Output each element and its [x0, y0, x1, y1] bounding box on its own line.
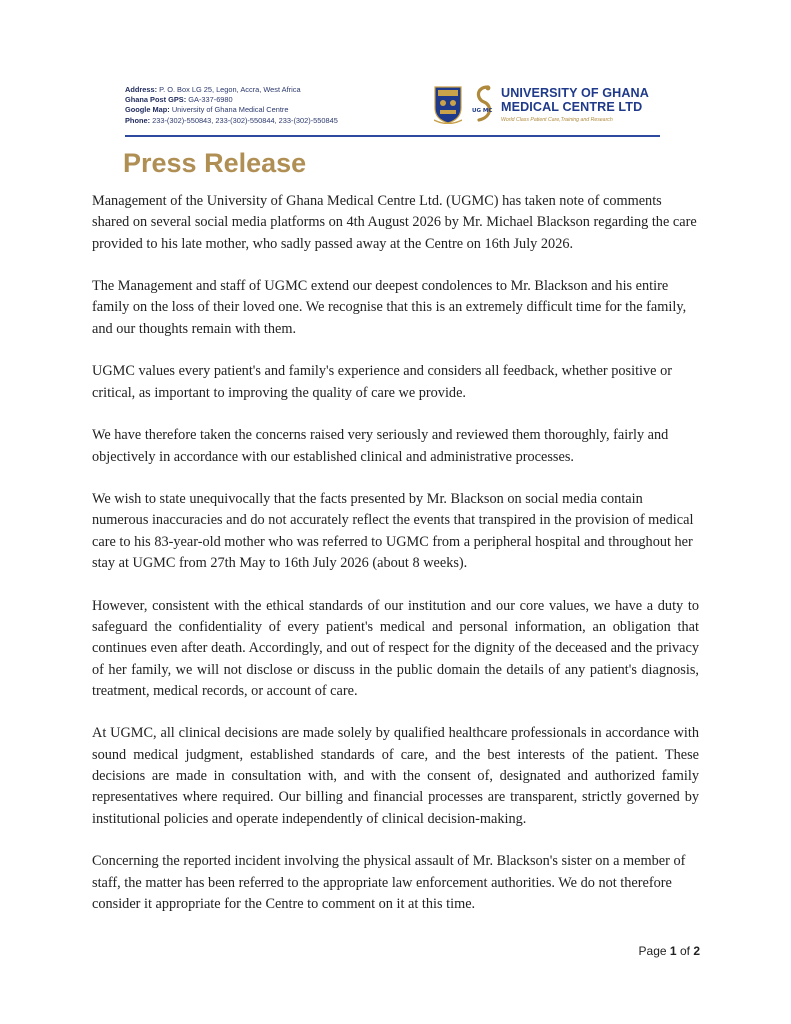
paragraph-3: UGMC values every patient's and family's experience and considers all feedback, whether positive or critical, as important to improving the quality of care we provide. [92, 363, 673, 401]
paragraph-1: Management of the University of Ghana Medical Centre Ltd. (UGMC) has taken note of comments shared on several social media platforms on 4th August 2026 by Mr. Michael Blackson regarding the care provided to his late mother, who sadly passed away at the Centre on 16th July 2026. [92, 193, 697, 252]
ugmc-logo-icon [468, 84, 498, 124]
paragraph-8: Concerning the reported incident involving the physical assault of Mr. Blackson's sister on a member of staff, the matter has been referred to the appropriate law enforcement authorities. We do not therefore consider it appropriate for the Centre to comment on it at this time. [92, 853, 686, 912]
emblem-text: UG MC [472, 108, 493, 114]
paragraph-2: The Management and staff of UGMC extend our deepest condolences to Mr. Blackson and his entire family on the loss of their loved one. We recognise that this is an extremely difficult time for the family, and our thoughts remain with them. [92, 278, 687, 337]
gps-line: Ghana Post GPS: GA-337-6980 [125, 95, 233, 105]
contact-block [125, 85, 425, 126]
organization-name [501, 86, 721, 123]
org-name-line2: MEDICAL CENTRE LTD [501, 100, 643, 114]
page-current: 1 [669, 944, 677, 958]
phone-line: Phone: 233-(302)-550843, 233-(302)-550844, 233-(302)-550845 [125, 115, 338, 125]
page-number: Page 1 of 2 [638, 944, 700, 958]
paragraph-6: However, consistent with the ethical standards of our institution and our core values, we have a duty to safeguard the confidentiality of every patient's medical and personal information, an obligation that continues even after death. Accordingly, and out of respect for the dignity of the deceased and the privacy of her family, we will not disclose or discuss in the public domain the details of any patient's diagnosis, treatment, medical records, or account of care. [92, 597, 699, 699]
press-release-body [92, 191, 699, 936]
page-title: Press Release [123, 148, 307, 178]
header-divider [125, 135, 660, 137]
paragraph-5: We wish to state unequivocally that the facts presented by Mr. Blackson on social media contain numerous inaccuracies and do not accurately reflect the events that transpired in the provision of medical care to his 83-year-old mother who was referred to UGMC from a peripheral hospital and throughout her stay at UGMC from 27th May to 16th July 2026 (about 8 weeks). [92, 491, 694, 572]
page-total: 2 [693, 944, 700, 958]
paragraph-7: At UGMC, all clinical decisions are made solely by qualified healthcare professionals in accordance with sound medical judgment, established standards of care, and the best interests of the patient. These decisions are made in consultation with, and with the consent of, designated and authorized family representatives where required. Our billing and financial processes are transparent, strictly governed by institutional policies and operate independently of clinical decision-making. [92, 725, 699, 827]
university-crest-icon [434, 86, 462, 124]
paragraph-4: We have therefore taken the concerns raised very seriously and reviewed them thoroughly, fairly and objectively in accordance with our established clinical and administrative processes. [92, 427, 669, 465]
map-line: Google Map: University of Ghana Medical Centre [125, 105, 289, 115]
org-name-line1: UNIVERSITY OF GHANA [501, 86, 649, 100]
address-line: Address: P. O. Box LG 25, Legon, Accra, West Africa [125, 85, 301, 94]
org-tagline: World Class Patient Care,Training and Research [501, 117, 613, 123]
